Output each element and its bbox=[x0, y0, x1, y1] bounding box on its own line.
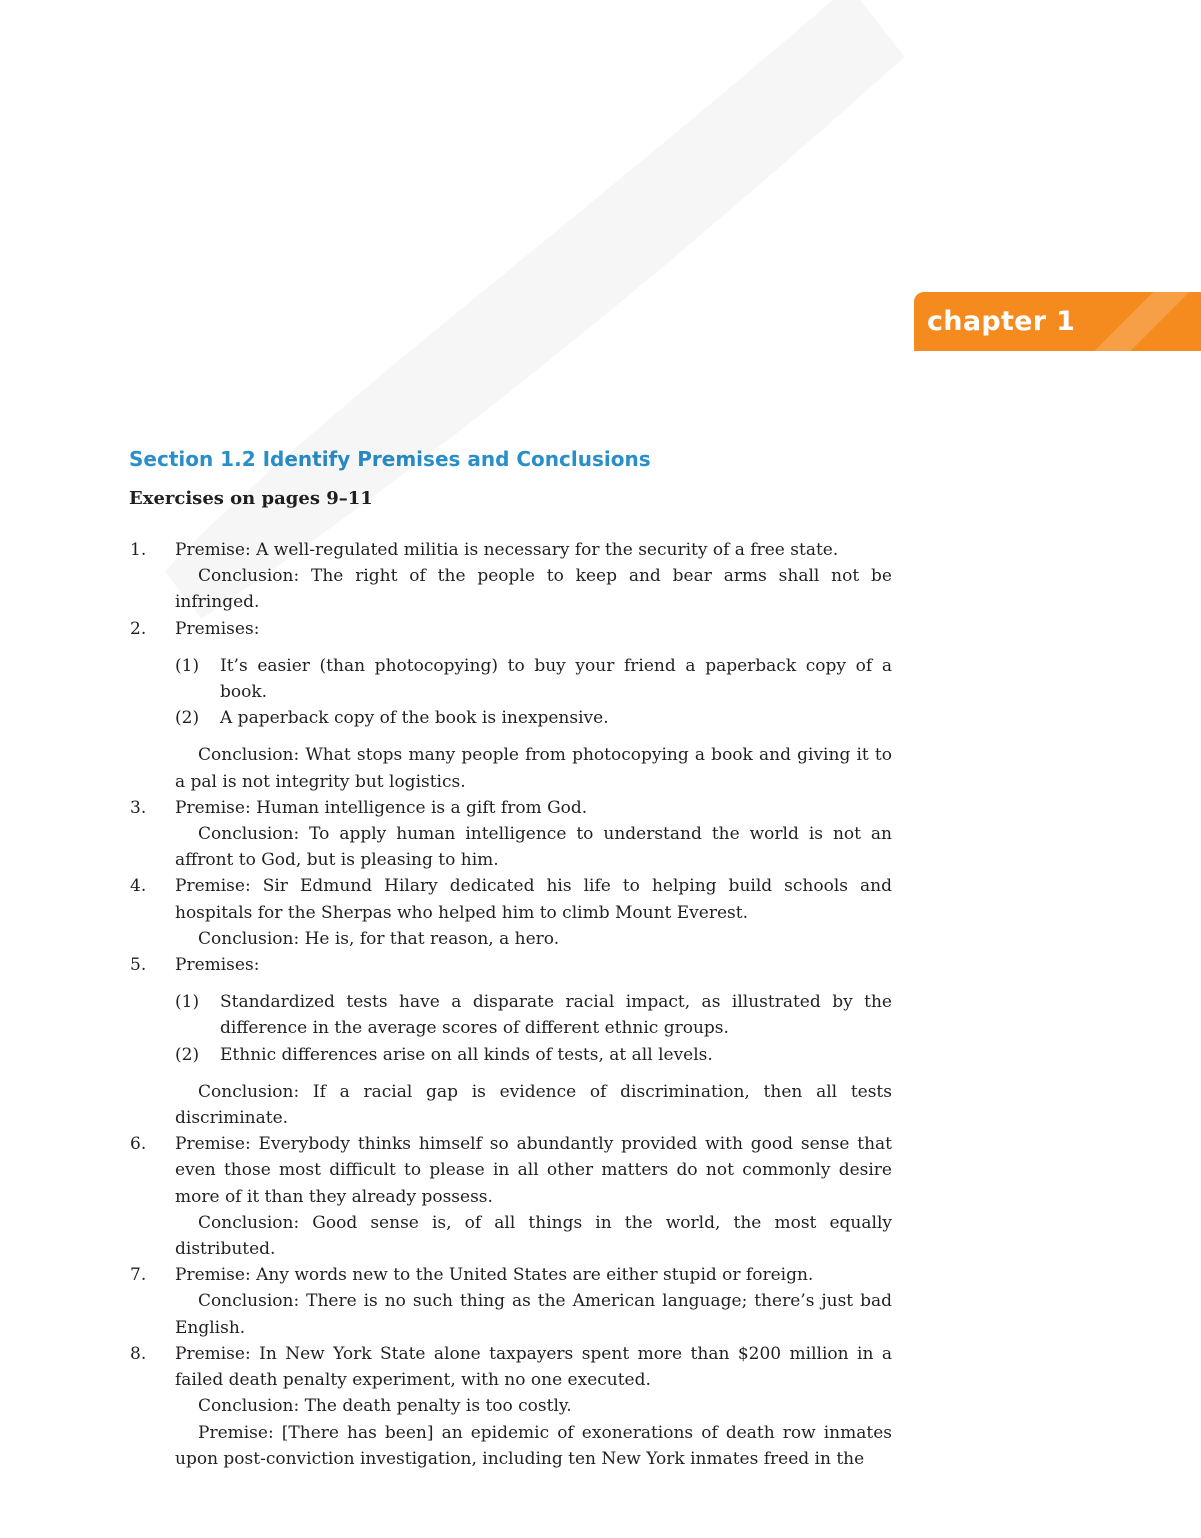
exercise-paragraph: Conclusion: What stops many people from photocopying a book and giving it to a pal is not integrity but logistics. bbox=[175, 745, 892, 792]
exercises-title: Exercises on pages 9–11 bbox=[129, 488, 373, 509]
exercise-item bbox=[130, 616, 892, 795]
exercise-paragraph: Premise: Sir Edmund Hilary dedicated his life to helping build schools and hospitals for the Sherpas who helped him to climb Mount Everest. bbox=[175, 876, 892, 923]
exercise-item bbox=[130, 1131, 892, 1262]
exercise-paragraph: Premise: Everybody thinks himself so abundantly provided with good sense that even those most difficult to please in all other matters do not commonly desire more of it than they already possess. bbox=[175, 1134, 892, 1207]
exercise-paragraph: Conclusion: He is, for that reason, a hero. bbox=[198, 928, 560, 949]
premise-subnumber: (1) bbox=[175, 992, 200, 1013]
exercise-paragraph: Premise: A well-regulated militia is necessary for the security of a free state. bbox=[175, 540, 839, 560]
exercise-item bbox=[130, 1341, 892, 1472]
exercise-item bbox=[130, 537, 892, 616]
exercise-number: 3. bbox=[130, 797, 147, 818]
exercise-number: 4. bbox=[130, 876, 147, 897]
exercise-paragraph: Conclusion: The death penalty is too costly. bbox=[198, 1396, 572, 1417]
exercise-paragraph: Premise: [There has been] an epidemic of exonerations of death row inmates upon post-conviction investigation, including ten New York inmates freed in the bbox=[175, 1422, 892, 1469]
exercise-number: 5. bbox=[130, 955, 147, 976]
premise-subitem bbox=[175, 705, 892, 731]
exercise-item bbox=[130, 952, 892, 1131]
exercise-list bbox=[130, 537, 892, 1472]
premise-subnumber: (2) bbox=[175, 708, 200, 729]
premise-subtext: Ethnic differences arise on all kinds of tests, at all levels. bbox=[220, 1044, 713, 1065]
exercise-paragraph: Premises: bbox=[175, 618, 260, 639]
premise-subitem bbox=[175, 989, 892, 1041]
section-title: Section 1.2 Identify Premises and Conclusions bbox=[129, 447, 651, 471]
premise-sublist bbox=[175, 653, 892, 732]
premise-subtext: A paperback copy of the book is inexpensive. bbox=[220, 708, 609, 729]
exercise-item bbox=[130, 795, 892, 874]
premise-subnumber: (1) bbox=[175, 655, 200, 676]
exercise-number: 8. bbox=[130, 1343, 147, 1364]
premise-subitem bbox=[175, 653, 892, 705]
premise-sublist bbox=[175, 989, 892, 1068]
exercise-paragraph: Conclusion: The right of the people to keep and bear arms shall not be infringed. bbox=[175, 566, 892, 613]
premise-subtext: Standardized tests have a disparate racial impact, as illustrated by the difference in the average scores of different ethnic groups. bbox=[220, 992, 892, 1039]
premise-subtext: It’s easier (than photocopying) to buy your friend a paperback copy of a book. bbox=[220, 655, 892, 703]
exercise-paragraph: Conclusion: If a racial gap is evidence of discrimination, then all tests discriminate. bbox=[175, 1081, 892, 1129]
exercise-paragraph: Premise: In New York State alone taxpayers spent more than $200 million in a failed death penalty experiment, with no one executed. bbox=[175, 1343, 892, 1391]
exercise-number: 1. bbox=[130, 540, 147, 560]
chapter-label: chapter 1 bbox=[927, 306, 1076, 337]
exercise-paragraph: Premises: bbox=[175, 955, 260, 976]
exercise-number: 7. bbox=[130, 1265, 147, 1286]
exercise-item bbox=[130, 1262, 892, 1341]
exercise-paragraph: Premise: Any words new to the United States are either stupid or foreign. bbox=[175, 1265, 814, 1286]
exercise-paragraph: Conclusion: Good sense is, of all things in the world, the most equally distributed. bbox=[175, 1212, 892, 1260]
exercise-paragraph: Premise: Human intelligence is a gift from God. bbox=[175, 797, 588, 818]
exercise-paragraph: Conclusion: There is no such thing as the American language; there’s just bad English. bbox=[175, 1291, 892, 1338]
exercise-paragraph: Conclusion: To apply human intelligence to understand the world is not an affront to God, but is pleasing to him. bbox=[175, 824, 892, 871]
exercise-number: 6. bbox=[130, 1134, 147, 1155]
exercise-item bbox=[130, 873, 892, 952]
premise-subnumber: (2) bbox=[175, 1044, 200, 1065]
exercise-number: 2. bbox=[130, 618, 147, 639]
premise-subitem bbox=[175, 1042, 892, 1068]
